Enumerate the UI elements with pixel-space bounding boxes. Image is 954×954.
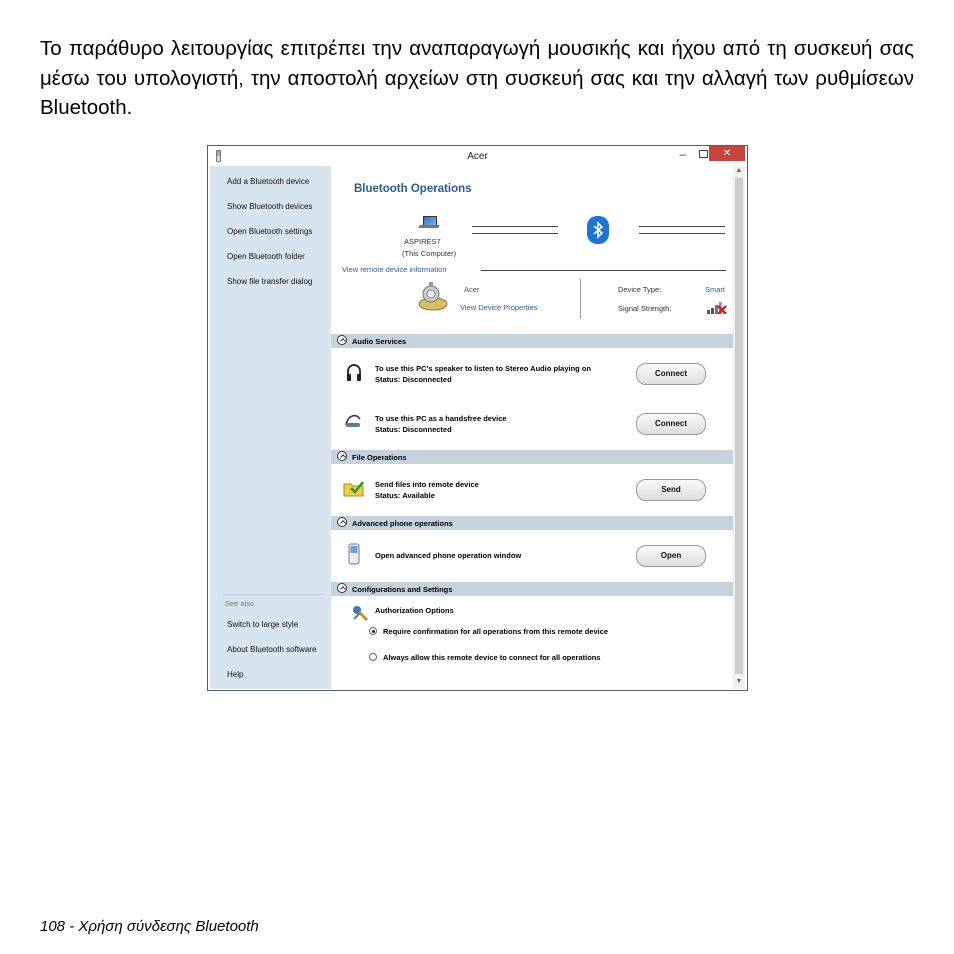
divider-line xyxy=(481,270,726,271)
window-title: Acer xyxy=(467,151,488,162)
section-label: Audio Services xyxy=(352,337,407,346)
laptop-icon xyxy=(419,216,439,229)
close-button[interactable]: ✕ xyxy=(709,146,745,161)
bluetooth-operations-window xyxy=(207,145,748,691)
bluetooth-icon xyxy=(587,216,609,244)
see-also-label: See also xyxy=(225,599,255,608)
sidebar-item-large-style[interactable]: Switch to large style xyxy=(227,620,299,629)
sidebar-item-add-device[interactable]: Add a Bluetooth device xyxy=(227,177,310,186)
connection-line xyxy=(639,233,725,234)
headphones-icon xyxy=(346,363,362,388)
section-file-operations[interactable] xyxy=(331,450,733,464)
connection-line xyxy=(472,226,558,227)
section-label: Configurations and Settings xyxy=(352,585,453,594)
collapse-chevron-icon[interactable] xyxy=(337,517,347,527)
minimize-button[interactable]: – xyxy=(679,147,687,161)
section-audio-services[interactable] xyxy=(331,334,733,348)
sidebar-item-about[interactable]: About Bluetooth software xyxy=(227,645,317,654)
view-device-properties-link[interactable]: View Device Properties xyxy=(460,303,538,312)
open-button[interactable]: Open xyxy=(636,545,706,567)
collapse-chevron-icon[interactable] xyxy=(337,583,347,593)
always-allow-radio[interactable] xyxy=(369,653,377,661)
connection-line xyxy=(639,226,725,227)
collapse-chevron-icon[interactable] xyxy=(337,451,347,461)
sidebar-item-file-transfer[interactable]: Show file transfer dialog xyxy=(227,277,313,286)
device-type-value: Smart xyxy=(705,285,726,294)
file-operation-text: Send files into remote device xyxy=(375,480,479,489)
main-panel xyxy=(331,166,733,689)
always-allow-label[interactable]: Always allow this remote device to connect for all operations xyxy=(383,653,601,662)
scrollbar-thumb[interactable] xyxy=(735,178,743,674)
device-name: Acer xyxy=(464,285,480,294)
section-advanced-phone[interactable] xyxy=(331,516,733,530)
section-label: Advanced phone operations xyxy=(352,519,453,528)
send-button[interactable]: Send xyxy=(636,479,706,501)
send-folder-icon xyxy=(343,478,365,503)
phone-device-icon xyxy=(417,282,449,312)
section-configurations[interactable] xyxy=(331,582,733,596)
page-title: Bluetooth Operations xyxy=(354,183,472,195)
phone-operation-text: Open advanced phone operation window xyxy=(375,551,522,560)
view-remote-device-link[interactable]: View remote device information xyxy=(342,265,447,274)
file-operation-status: Status: Available xyxy=(375,491,435,500)
sidebar-item-help[interactable]: Help xyxy=(227,670,244,679)
computer-name: ASPIRES7 xyxy=(404,237,441,246)
section-label: File Operations xyxy=(352,453,407,462)
sidebar-item-open-settings[interactable]: Open Bluetooth settings xyxy=(227,227,313,236)
scroll-up-arrow-icon[interactable]: ▲ xyxy=(735,167,743,174)
mobile-phone-icon xyxy=(348,543,360,570)
headset-icon xyxy=(344,413,364,434)
collapse-chevron-icon[interactable] xyxy=(337,335,347,345)
sidebar xyxy=(210,166,331,689)
vertical-scrollbar[interactable] xyxy=(733,166,745,689)
page-footer: 108 - Χρήση σύνδεσης Bluetooth xyxy=(40,918,259,935)
title-bar xyxy=(208,146,747,166)
computer-subtitle: (This Computer) xyxy=(402,249,457,258)
audio-service-2-status: Status: Disconnected xyxy=(375,425,452,434)
require-confirmation-radio[interactable] xyxy=(369,627,377,635)
connect-stereo-button[interactable]: Connect xyxy=(636,363,706,385)
vertical-divider xyxy=(580,279,581,319)
connection-line xyxy=(472,233,558,234)
signal-strength-icon xyxy=(707,300,727,314)
scroll-down-arrow-icon[interactable]: ▼ xyxy=(735,678,743,685)
authorization-icon xyxy=(351,604,369,627)
device-type-label: Device Type: xyxy=(618,285,662,294)
sidebar-item-open-folder[interactable]: Open Bluetooth folder xyxy=(227,252,305,261)
require-confirmation-label[interactable]: Require confirmation for all operations from this remote device xyxy=(383,627,609,636)
connect-handsfree-button[interactable]: Connect xyxy=(636,413,706,435)
signal-strength-label: Signal Strength: xyxy=(618,304,672,313)
sidebar-item-show-devices[interactable]: Show Bluetooth devices xyxy=(227,202,313,211)
intro-paragraph: Το παράθυρο λειτουργίας επιτρέπει την αναπαραγωγή μουσικής και ήχου από τη συσκευή σας μέσω του υπολογιστή, την αποστολή αρχείων στη συσκευή σας και την αλλαγή των ρυθμίσεων Bluetooth. xyxy=(40,37,914,119)
audio-service-1-status: Status: Disconnected xyxy=(375,375,452,384)
sidebar-divider xyxy=(223,594,323,595)
authorization-options-title: Authorization Options xyxy=(375,606,454,615)
audio-service-1-text: To use this PC's speaker to listen to Stereo Audio playing on xyxy=(375,364,591,373)
audio-service-2-text: To use this PC as a handsfree device xyxy=(375,414,507,423)
